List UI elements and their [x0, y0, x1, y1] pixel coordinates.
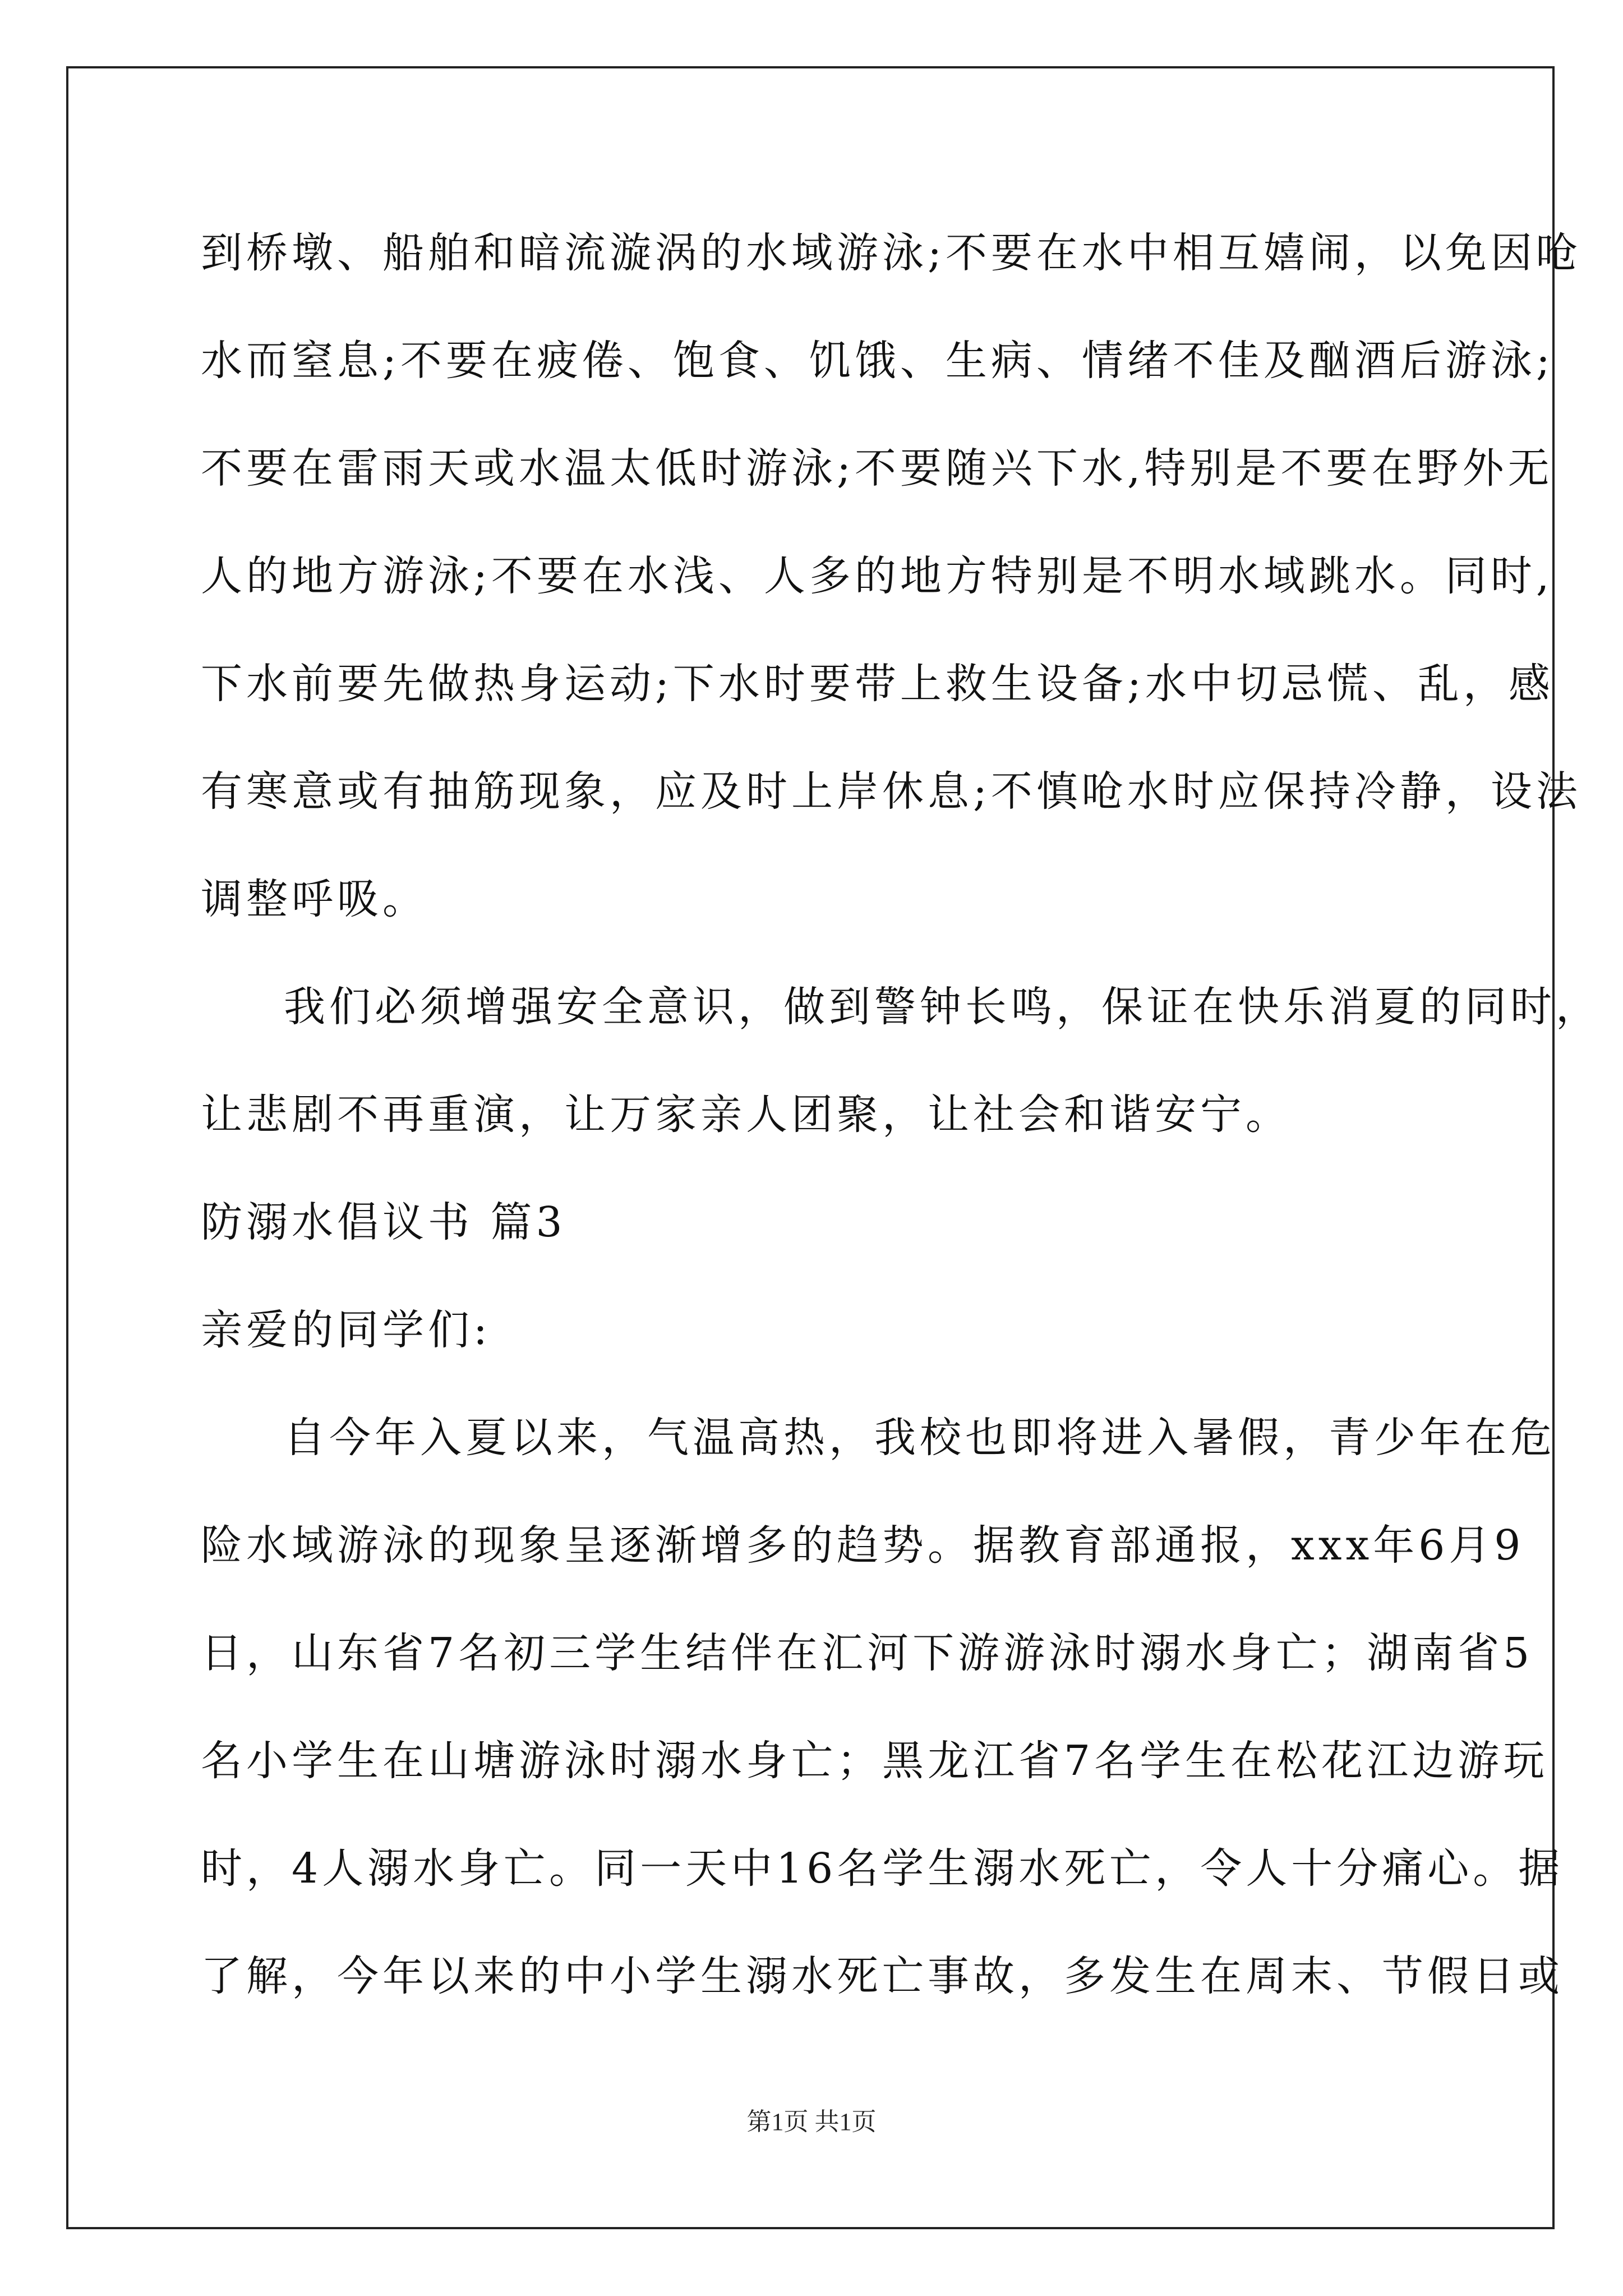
paragraph-start-line: 自今年入夏以来，气温高热，我校也即将进入暑假，青少年在危	[284, 1414, 1556, 1462]
text-line: 水而窒息;不要在疲倦、饱食、饥饿、生病、情绪不佳及酗酒后游泳;	[201, 337, 1554, 385]
text-line: 下水前要先做热身运动;下水时要带上救生设备;水中切忌慌、乱，感	[201, 660, 1554, 708]
text-line: 了解，今年以来的中小学生溺水死亡事故，多发生在周末、节假日或	[201, 1952, 1564, 2000]
salutation: 亲爱的同学们:	[201, 1306, 491, 1354]
paragraph-start-line: 我们必须增强安全意识，做到警钟长鸣，保证在快乐消夏的同时，	[284, 983, 1601, 1031]
text-line: 时，4人溺水身亡。同一天中16名学生溺水死亡，令人十分痛心。据	[201, 1844, 1564, 1893]
text-line: 让悲剧不再重演，让万家亲人团聚，让社会和谐安宁。	[201, 1091, 1291, 1139]
text-line: 险水域游泳的现象呈逐渐增多的趋势。据教育部通报，xxx年6月9	[201, 1521, 1525, 1570]
text-line: 调整呼吸。	[201, 875, 428, 923]
text-line: 人的地方游泳;不要在水浅、人多的地方特别是不明水域跳水。同时,	[201, 552, 1553, 600]
text-line: 到桥墩、船舶和暗流漩涡的水域游泳;不要在水中相互嬉闹，以免因呛	[201, 229, 1581, 277]
text-line: 日，山东省7名初三学生结伴在汇河下游游泳时溺水身亡；湖南省5	[201, 1629, 1534, 1677]
section-heading: 防溺水倡议书 篇3	[201, 1198, 566, 1246]
page-footer: 第1页 共1页	[746, 2108, 877, 2136]
text-line: 有寒意或有抽筋现象，应及时上岸休息;不慎呛水时应保持冷静，设法	[201, 767, 1581, 816]
text-line: 不要在雷雨天或水温太低时游泳;不要随兴下水,特别是不要在野外无	[201, 444, 1553, 493]
text-line: 名小学生在山塘游泳时溺水身亡；黑龙江省7名学生在松花江边游玩	[201, 1737, 1549, 1785]
document-body	[201, 217, 1601, 2047]
